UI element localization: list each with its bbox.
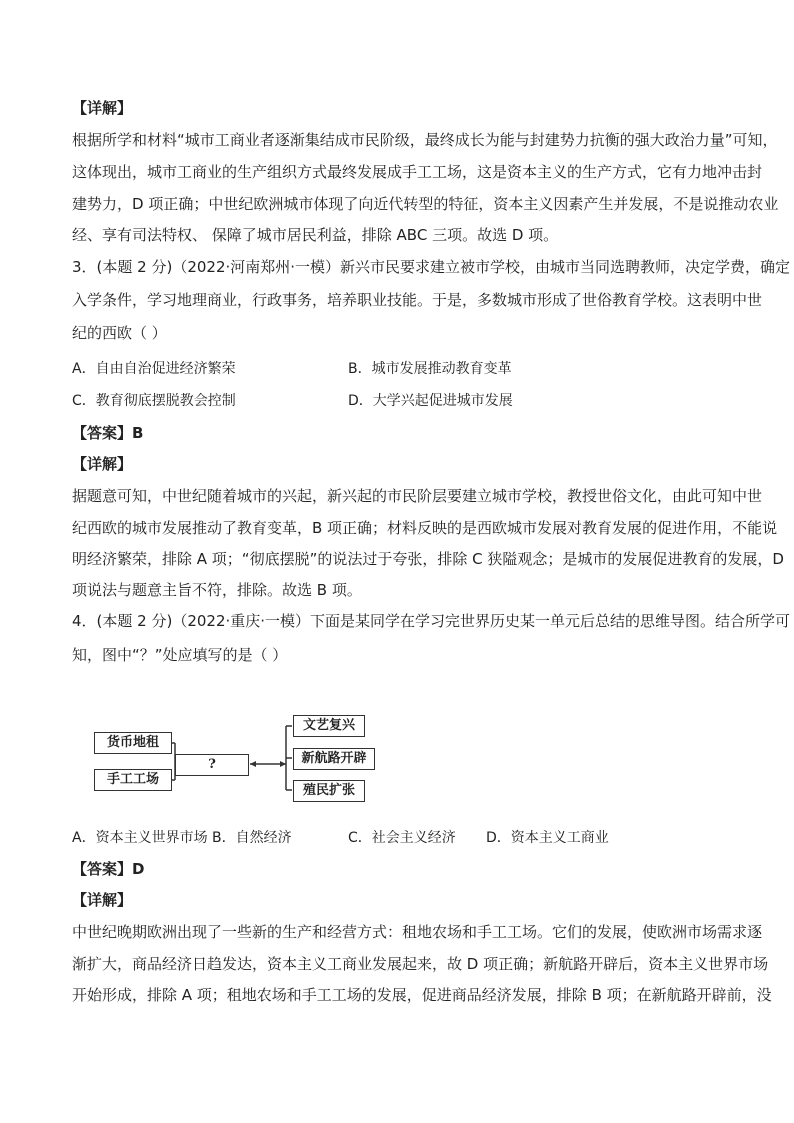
q3-detail-line: 明经济繁荣，排除 A 项；“彻底摆脱”的说法过于夸张，排除 C 狭隘观念；是城市的发展促进教育的发展，D [72, 550, 784, 568]
detail-text-line: 建势力，D 项正确；中世纪欧洲城市体现了向近代转型的特征，资本主义因素产生并发展，不是说推动农业 [72, 195, 779, 213]
box-new-sea-routes: 新航路开辟 [293, 748, 375, 770]
q4-detail-line: 中世纪晚期欧洲出现了一些新的生产和经营方式：租地农场和手工工场。它们的发展，使欧洲市场需求逐 [72, 923, 763, 941]
q3-detail-line: 项说法与题意主旨不符，排除。故选 B 项。 [72, 581, 362, 599]
box-renaissance: 文艺复兴 [293, 715, 365, 737]
q3-option-c: C．教育彻底摆脱教会控制 [72, 393, 236, 409]
box-colonial-expansion: 殖民扩张 [293, 780, 365, 802]
detail-text-line: 这体现出，城市工商业的生产组织方式最终发展成手工工场，这是资本主义的生产方式，它有力地冲击封 [72, 163, 763, 181]
q3-option-d: D．大学兴起促进城市发展 [348, 393, 513, 409]
q3-detail-line: 纪西欧的城市发展推动了教育变革，B 项正确；材料反映的是西欧城市发展对教育发展的促进作用，不能说 [72, 519, 778, 537]
q4-detail-line: 渐扩大，商品经济日趋发达，资本主义工商业发展起来，故 D 项正确；新航路开辟后，资本主义世界市场 [72, 955, 769, 973]
q3-option-b: B．城市发展推动教育变革 [348, 361, 512, 377]
q4-detail-label: 【详解】 [72, 891, 133, 909]
q4-answer: 【答案】D [72, 860, 145, 878]
question-4-stem: 4．(本题 2 分)（2022·重庆·一模）下面是某同学在学习完世界历史某一单元后总结的思维导图。结合所学可 [72, 612, 791, 630]
q4-detail-line: 开始形成，排除 A 项；租地农场和手工工场的发展，促进商品经济发展，排除 B 项；在新航路开辟前，没 [72, 986, 772, 1004]
q3-answer: 【答案】B [72, 424, 144, 442]
detail-label: 【详解】 [72, 99, 133, 117]
question-4-stem: 知，图中“？”处应填写的是（ ） [72, 646, 288, 664]
q3-detail-label: 【详解】 [72, 455, 133, 473]
question-3-stem: 入学条件，学习地理商业，行政事务，培养职业技能。于是，多数城市形成了世俗教育学校。这表明中世 [72, 291, 763, 309]
q4-option-c: C．社会主义经济 [348, 830, 456, 846]
box-handicraft-workshop: 手工工场 [94, 769, 172, 791]
q3-option-a: A．自由自治促进经济繁荣 [72, 361, 236, 377]
box-currency-rent: 货币地租 [94, 732, 172, 754]
q3-detail-line: 据题意可知，中世纪随着城市的兴起，新兴起的市民阶层要建立城市学校，教授世俗文化，由此可知中世 [72, 487, 763, 505]
q4-option-ab: A．资本主义世界市场 B．自然经济 [72, 830, 292, 846]
detail-text-line: 根据所学和材料“城市工商业者逐渐集结成市民阶级，最终成长为能与封建势力抗衡的强大政治力量”可知， [72, 131, 778, 149]
detail-text-line: 经、享有司法特权、 保障了城市居民利益，排除 ABC 三项。故选 D 项。 [72, 226, 559, 244]
mind-map-diagram [90, 712, 390, 812]
question-3-stem: 纪的西欧（ ） [72, 324, 167, 342]
question-3-stem: 3．(本题 2 分)（2022·河南郑州·一模）新兴市民要求建立被市学校，由城市当同选聘教师，决定学费，确定 [72, 258, 791, 276]
box-question-mark: ? [175, 754, 249, 776]
q4-option-d: D．资本主义工商业 [486, 830, 609, 846]
